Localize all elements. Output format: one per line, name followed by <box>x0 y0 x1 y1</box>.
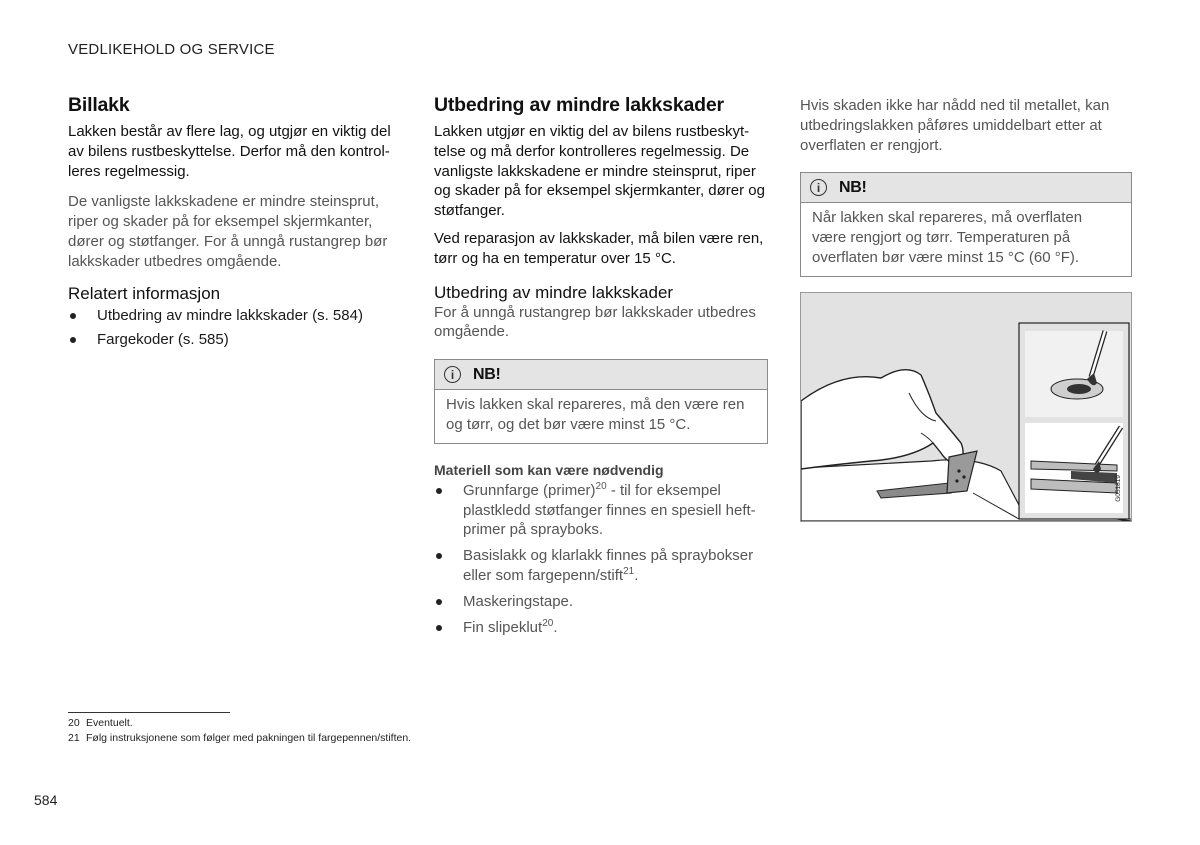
material-item: Grunnfarge (primer)$^{20}$ - til for eksempel plastkledd støtfanger finnes en spesiell heft-primer på sprayboks. <box>434 481 768 540</box>
nb-note-header-right <box>801 173 1131 203</box>
nb-note-box <box>434 359 768 444</box>
section-title-utbedring: Utbedring av mindre lakkskader <box>434 94 724 116</box>
utbedring-subtext: For å unngå rustangrep bør lakkskader utbedres omgående. <box>434 303 756 341</box>
info-icon: i <box>810 179 827 196</box>
related-info-title: Relatert informasjon <box>68 283 221 303</box>
utbedring-subtitle: Utbedring av mindre lakkskader <box>434 282 674 302</box>
footnote-21: 21 Følg instruksjonene som følger med pakningen til fargepennen/stiften. <box>68 732 412 744</box>
illustration-drawing <box>801 293 1131 521</box>
related-info-list <box>68 306 398 351</box>
footnote-separator <box>68 712 230 713</box>
billakk-paragraph: De vanligste lakkskadene er mindre steinsprut, riper og skader på for eksempel skjermkanter, dører og støtfanger. For å unngå rustangrep bør lakkskader utbedres omgående. <box>68 193 388 270</box>
nb-note-label: NB! <box>473 365 501 383</box>
nb-note-box-right <box>800 172 1132 276</box>
materials-list <box>434 481 768 638</box>
utbedring-intro: Lakken utgjør en viktig del av bilens rustbeskyt-telse og må derfor kontrolleres regelmessig. De vanligste lakkskadene er mindre steinsprut, riper og skader på for eksempel skjermkanter, dører og støtfanger. <box>434 123 765 220</box>
nb-note-text: Hvis lakken skal repareres, må den være ren og tørr, og det bør være minst 15 °C. <box>446 396 745 433</box>
nb-note-text-right: Når lakken skal repareres, må overflaten være rengjort og tørr. Temperaturen på overflaten bør være minst 15 °C (60 °F). <box>812 209 1083 266</box>
image-code: G051819 <box>1115 475 1122 502</box>
utbedring-paragraph: Ved reparasjon av lakkskader, må bilen være ren, tørr og ha en temperatur over 15 °C. <box>434 229 764 267</box>
info-icon: i <box>444 366 461 383</box>
material-item: Basislakk og klarlakk finnes på spraybokser eller som fargepenn/stift$^{21}$. <box>434 546 768 586</box>
related-link-fargekoder[interactable]: Fargekoder (s. 585) <box>68 330 398 350</box>
nb-note-header <box>435 360 767 390</box>
billakk-intro: Lakken består av flere lag, og utgjør en viktig del av bilens rustbeskyttelse. Derfor må den kontrol-leres regelmessig. <box>68 123 391 180</box>
footnote-20: 20 Eventuelt. <box>68 717 133 729</box>
related-link-utbedring[interactable]: Utbedring av mindre lakkskader (s. 584) <box>68 306 398 326</box>
materials-title: Materiell som kan være nødvendig <box>434 461 664 478</box>
page-number: 584 <box>34 792 58 808</box>
paint-repair-illustration <box>800 292 1132 522</box>
column-right <box>800 96 1132 277</box>
material-item: Maskeringstape. <box>434 592 768 612</box>
material-item: Fin slipeklut$^{20}$. <box>434 618 768 638</box>
column-billakk <box>68 94 398 350</box>
section-title-billakk: Billakk <box>68 94 130 116</box>
nb-note-label-right: NB! <box>839 178 867 196</box>
column-utbedring <box>434 94 768 637</box>
right-paragraph: Hvis skaden ikke har nådd ned til metallet, kan utbedringslakken påføres umiddelbart etter at overflaten er rengjort. <box>800 97 1110 154</box>
running-header: VEDLIKEHOLD OG SERVICE <box>68 41 275 58</box>
